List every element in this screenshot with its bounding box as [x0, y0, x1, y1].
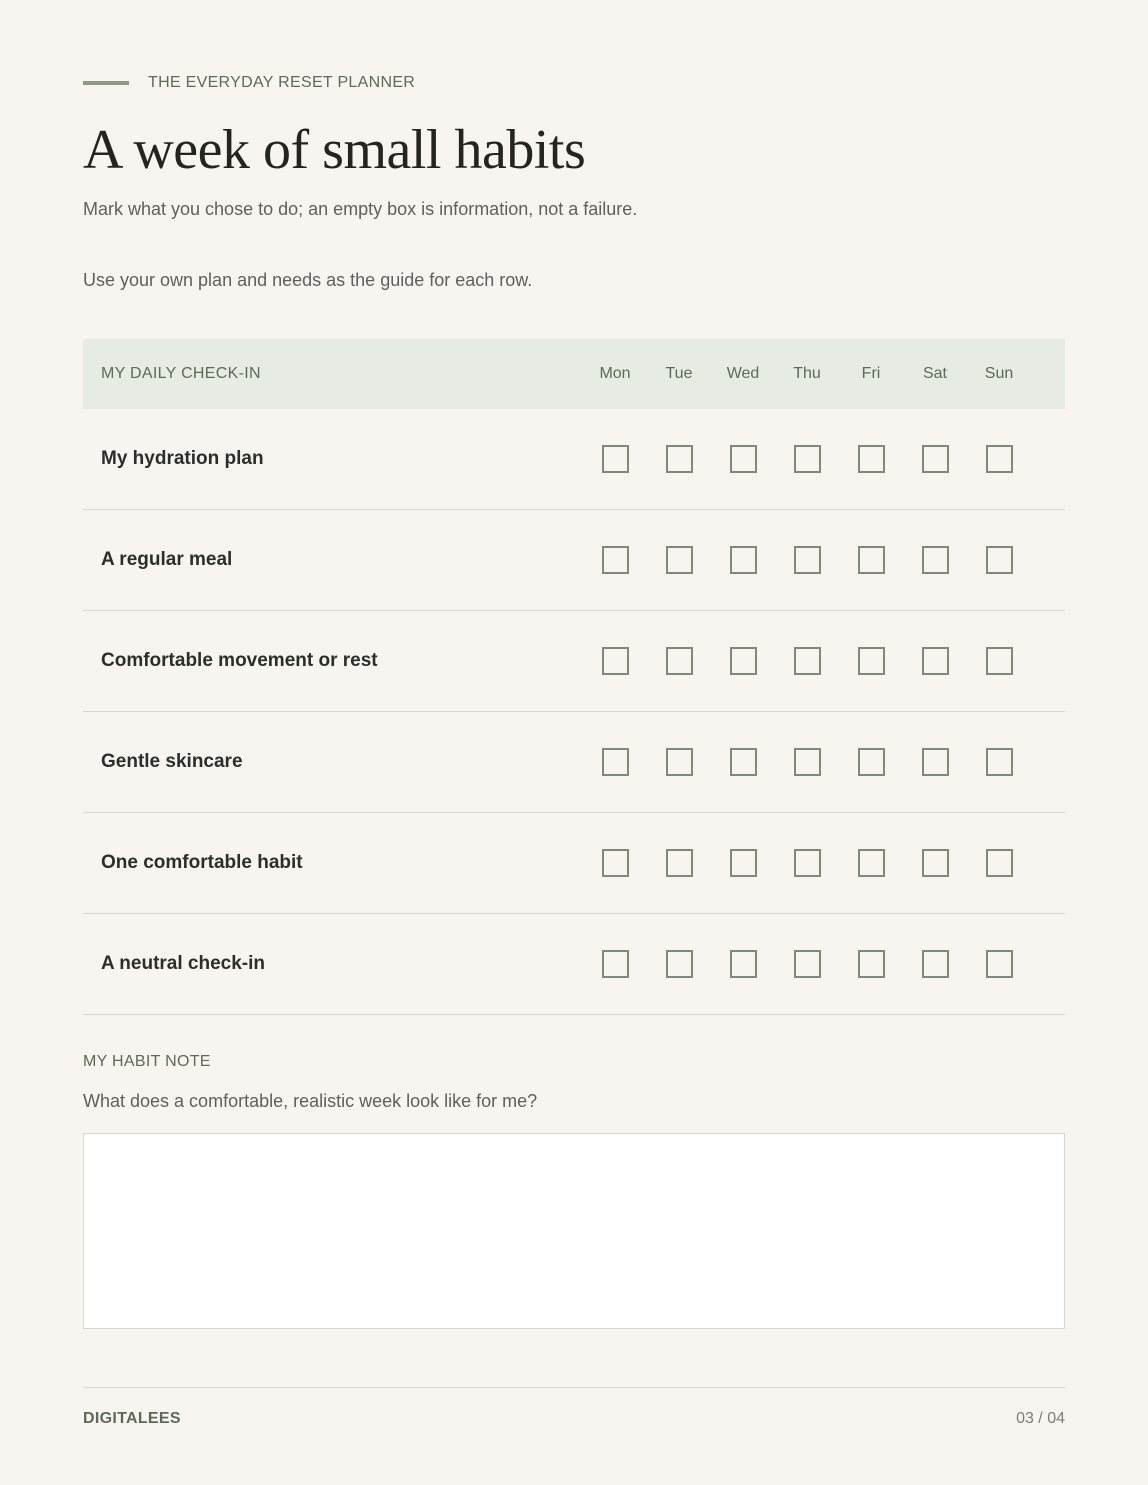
habit-row	[83, 712, 1065, 813]
checkbox-mon[interactable]	[602, 647, 629, 675]
checkbox-sun[interactable]	[986, 950, 1013, 978]
habit-row	[83, 914, 1065, 1015]
checkbox-thu[interactable]	[794, 647, 821, 675]
checkbox-cell	[839, 445, 903, 473]
checkbox-cell	[839, 748, 903, 776]
planner-name: THE EVERYDAY RESET PLANNER	[148, 74, 416, 91]
checkbox-fri[interactable]	[858, 647, 885, 675]
habit-label: A regular meal	[101, 549, 233, 570]
eyebrow	[83, 74, 415, 92]
habit-tracker	[83, 339, 1065, 1015]
day-header-thu: Thu	[793, 365, 821, 382]
checkbox-tue[interactable]	[666, 849, 693, 877]
day-header-wed: Wed	[726, 365, 760, 382]
checkbox-cell	[711, 849, 775, 877]
checkbox-cell	[839, 647, 903, 675]
note-heading: MY HABIT NOTE	[83, 1053, 211, 1070]
checkbox-wed[interactable]	[730, 546, 757, 574]
checkbox-cell	[967, 445, 1031, 473]
checkbox-fri[interactable]	[858, 546, 885, 574]
footer-divider	[83, 1387, 1065, 1388]
checkbox-cell	[647, 748, 711, 776]
checkbox-tue[interactable]	[666, 546, 693, 574]
checkbox-cell	[839, 950, 903, 978]
checkbox-cell	[583, 546, 647, 574]
checkbox-wed[interactable]	[730, 647, 757, 675]
tracker-heading: MY DAILY CHECK-IN	[101, 365, 261, 382]
checkbox-thu[interactable]	[794, 950, 821, 978]
checkbox-tue[interactable]	[666, 647, 693, 675]
habit-label: One comfortable habit	[101, 852, 303, 873]
checkbox-fri[interactable]	[858, 849, 885, 877]
day-header-mon: Mon	[599, 365, 631, 382]
note-textarea[interactable]	[83, 1133, 1065, 1329]
checkbox-sat[interactable]	[922, 950, 949, 978]
checkbox-cell	[775, 849, 839, 877]
habit-label: A neutral check-in	[101, 953, 266, 974]
checkbox-mon[interactable]	[602, 950, 629, 978]
checkbox-sat[interactable]	[922, 647, 949, 675]
checkbox-mon[interactable]	[602, 445, 629, 473]
checkbox-mon[interactable]	[602, 748, 629, 776]
checkbox-cell	[711, 647, 775, 675]
checkbox-sun[interactable]	[986, 647, 1013, 675]
checkbox-cell	[903, 445, 967, 473]
checkbox-wed[interactable]	[730, 950, 757, 978]
checkbox-mon[interactable]	[602, 546, 629, 574]
checkbox-cell	[839, 546, 903, 574]
checkbox-cell	[583, 647, 647, 675]
checkbox-cell	[903, 950, 967, 978]
checkbox-cell	[647, 445, 711, 473]
checkbox-cell	[775, 748, 839, 776]
checkbox-thu[interactable]	[794, 445, 821, 473]
guide-text: Use your own plan and needs as the guide for each row.	[83, 270, 533, 290]
checkbox-tue[interactable]	[666, 748, 693, 776]
checkbox-cell	[839, 849, 903, 877]
checkbox-cell	[775, 546, 839, 574]
checkbox-tue[interactable]	[666, 445, 693, 473]
checkbox-fri[interactable]	[858, 748, 885, 776]
eyebrow-rule	[83, 81, 129, 85]
habit-row	[83, 611, 1065, 712]
day-header-tue: Tue	[665, 365, 693, 382]
checkbox-cell	[711, 748, 775, 776]
checkbox-cell	[967, 647, 1031, 675]
habit-label: My hydration plan	[101, 448, 264, 469]
day-header-fri: Fri	[861, 365, 881, 382]
checkbox-cell	[711, 546, 775, 574]
page-subtitle: Mark what you chose to do; an empty box is information, not a failure.	[83, 199, 638, 219]
checkbox-sun[interactable]	[986, 546, 1013, 574]
checkbox-cell	[903, 546, 967, 574]
habit-row	[83, 510, 1065, 611]
page-title: A week of small habits	[83, 119, 586, 181]
checkbox-cell	[647, 950, 711, 978]
checkbox-cell	[903, 647, 967, 675]
checkbox-thu[interactable]	[794, 849, 821, 877]
checkbox-cell	[583, 748, 647, 776]
checkbox-fri[interactable]	[858, 950, 885, 978]
checkbox-wed[interactable]	[730, 849, 757, 877]
checkbox-sun[interactable]	[986, 748, 1013, 776]
checkbox-sat[interactable]	[922, 748, 949, 776]
brand-name: DIGITALEES	[83, 1410, 181, 1427]
habit-label: Comfortable movement or rest	[101, 650, 378, 671]
checkbox-mon[interactable]	[602, 849, 629, 877]
note-prompt: What does a comfortable, realistic week look like for me?	[83, 1091, 538, 1111]
day-header-sat: Sat	[922, 365, 947, 382]
habit-row	[83, 813, 1065, 914]
checkbox-cell	[903, 748, 967, 776]
checkbox-thu[interactable]	[794, 748, 821, 776]
checkbox-sat[interactable]	[922, 849, 949, 877]
checkbox-tue[interactable]	[666, 950, 693, 978]
page-number: 03 / 04	[1016, 1410, 1065, 1427]
checkbox-cell	[967, 748, 1031, 776]
checkbox-sat[interactable]	[922, 445, 949, 473]
checkbox-cell	[775, 950, 839, 978]
checkbox-sat[interactable]	[922, 546, 949, 574]
tracker-rows	[83, 409, 1065, 1015]
checkbox-fri[interactable]	[858, 445, 885, 473]
checkbox-cell	[711, 950, 775, 978]
checkbox-cell	[903, 849, 967, 877]
checkbox-sun[interactable]	[986, 849, 1013, 877]
checkbox-cell	[583, 849, 647, 877]
day-header-sun: Sun	[984, 365, 1014, 382]
checkbox-sun[interactable]	[986, 445, 1013, 473]
checkbox-cell	[647, 849, 711, 877]
habit-label: Gentle skincare	[101, 751, 243, 772]
checkbox-cell	[775, 445, 839, 473]
tracker-header	[83, 339, 1065, 409]
checkbox-cell	[967, 849, 1031, 877]
checkbox-wed[interactable]	[730, 445, 757, 473]
checkbox-cell	[583, 445, 647, 473]
checkbox-cell	[647, 647, 711, 675]
checkbox-cell	[583, 950, 647, 978]
checkbox-cell	[711, 445, 775, 473]
checkbox-cell	[775, 647, 839, 675]
checkbox-cell	[967, 950, 1031, 978]
checkbox-thu[interactable]	[794, 546, 821, 574]
checkbox-cell	[967, 546, 1031, 574]
checkbox-cell	[647, 546, 711, 574]
habit-row	[83, 409, 1065, 510]
checkbox-wed[interactable]	[730, 748, 757, 776]
